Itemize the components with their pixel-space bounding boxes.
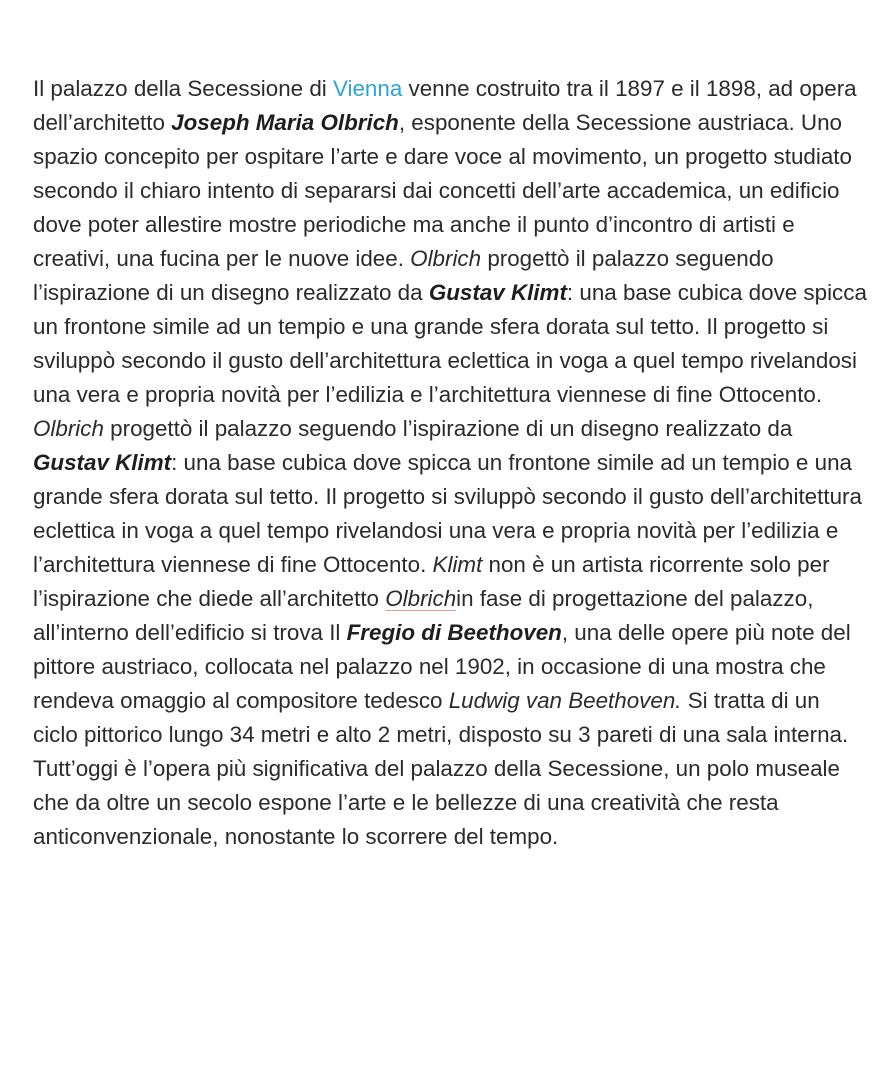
olbrich-name: Olbrich: [33, 416, 104, 441]
olbrich-full-name: Joseph Maria Olbrich: [171, 110, 399, 135]
klimt-name: Gustav Klimt: [428, 280, 567, 305]
text-segment: non è un artista ricorrente solo per l’ispirazione che diede all’architetto: [33, 552, 830, 611]
text-segment: in fase di progettazione del palazzo, all’interno dell’edificio si trova Il: [33, 586, 814, 645]
text-segment: Il palazzo della Secessione di: [33, 76, 333, 101]
text-segment: Si tratta di un ciclo pittorico lungo 34 metri e alto 2 metri, disposto su 3 pareti di una sala interna. Tutt’oggi è l’opera più significativa del palazzo della Secessione, un polo museale che da oltre un secolo espone l’arte e le bellezze di una creatività che resta anticonvenzionale, nonostante lo scorrere del tempo.: [33, 688, 849, 849]
text-segment: , una delle opere più note del pittore austriaco, collocata nel palazzo nel 1902, in occasione di una mostra che rendeva omaggio al compositore tedesco: [33, 620, 851, 713]
article-paragraph: [33, 72, 869, 854]
klimt-short-name: Klimt: [432, 552, 483, 577]
text-segment: progettò il palazzo seguendo l’ispirazione di un disegno realizzato da: [103, 416, 793, 441]
text-segment: : una base cubica dove spicca un frontone simile ad un tempio e una grande sfera dorata sul tetto. Il progetto si sviluppò secondo il gusto dell’architettura eclettica in voga a quel tempo rivelandosi una vera e propria novità per l’edilizia e l’architettura viennese di fine Ottocento.: [33, 280, 867, 407]
fregio-title: Fregio di Beethoven: [346, 620, 562, 645]
olbrich-underlined-name: Olbrich: [385, 586, 457, 611]
text-segment: , esponente della Secessione austriaca. Uno spazio concepito per ospitare l’arte e dare voce al movimento, un progetto studiato secondo il chiaro intento di separarsi dai concetti dell’arte accademica, un edificio dove poter allestire mostre periodiche ma anche il punto d’incontro di artisti e creativi, una fucina per le nuove idee.: [33, 110, 852, 271]
article-body: [33, 72, 869, 854]
text-segment: progettò il palazzo seguendo l’ispirazione di un disegno realizzato da: [33, 246, 774, 305]
vienna-link[interactable]: Vienna: [332, 76, 403, 101]
text-segment: : una base cubica dove spicca un frontone simile ad un tempio e una grande sfera dorata sul tetto. Il progetto si sviluppò secondo il gusto dell’architettura eclettica in voga a quel tempo rivelandosi una vera e propria novità per l’edilizia e l’architettura viennese di fine Ottocento.: [33, 450, 862, 577]
olbrich-name: Olbrich: [410, 246, 482, 271]
klimt-name: Gustav Klimt: [33, 450, 172, 475]
beethoven-name: Ludwig van Beethoven.: [448, 688, 682, 713]
text-segment: venne costruito tra il 1897 e il 1898, ad opera dell’architetto: [33, 76, 857, 135]
